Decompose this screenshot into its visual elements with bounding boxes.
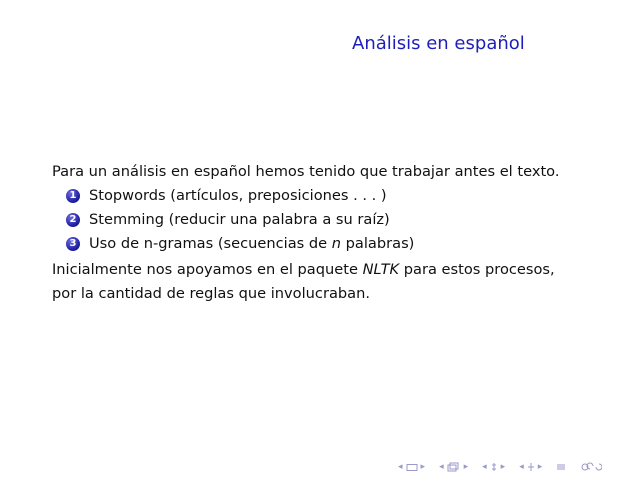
bullet-number: 2 <box>66 213 80 227</box>
list-item <box>66 232 622 256</box>
slide-title: Análisis en español <box>352 33 525 54</box>
arrow-left-icon[interactable]: ◂ <box>482 462 487 472</box>
enumerated-list <box>66 184 622 256</box>
list-item-text <box>89 232 414 256</box>
list-item-text-after: palabras) <box>341 235 415 252</box>
search-icon[interactable] <box>580 462 602 472</box>
list-item <box>66 184 622 208</box>
arrow-left-icon[interactable]: ◂ <box>519 462 524 472</box>
closing-line-2: por la cantidad de reglas que involucraban. <box>52 285 370 302</box>
arrow-left-icon[interactable]: ◂ <box>398 462 403 472</box>
closing-line-1 <box>52 258 622 282</box>
bullet-number: 1 <box>66 189 80 203</box>
intro-paragraph: Para un análisis en español hemos tenido que trabajar antes el texto. <box>52 163 560 180</box>
subsection-icon[interactable] <box>447 462 461 472</box>
arrow-right-icon[interactable]: ▸ <box>537 462 543 472</box>
list-item-text: Stopwords (artículos, preposiciones . . . ) <box>89 187 387 204</box>
bullet-number: 3 <box>66 237 80 251</box>
slide-body <box>52 160 622 306</box>
arrow-right-icon[interactable]: ▸ <box>500 462 506 472</box>
list-item-text: Stemming (reducir una palabra a su raíz) <box>89 211 390 228</box>
list-item <box>66 208 622 232</box>
section-icon[interactable] <box>490 462 498 472</box>
align-icon[interactable] <box>527 462 535 472</box>
frame-icon[interactable] <box>406 463 418 472</box>
arrow-right-icon[interactable]: ▸ <box>463 462 469 472</box>
closing-text-before: Inicialmente nos apoyamos en el paquete <box>52 261 363 278</box>
arrow-right-icon[interactable]: ▸ <box>420 462 426 472</box>
beamer-navigation <box>398 462 602 472</box>
arrow-left-icon[interactable]: ◂ <box>439 462 444 472</box>
equiv-icon[interactable] <box>556 463 566 471</box>
closing-text-after: para estos procesos, <box>399 261 555 278</box>
variable-n: n <box>331 235 342 252</box>
list-item-text-before: Uso de n-gramas (secuencias de <box>89 235 332 252</box>
package-name: NLTK <box>362 261 400 278</box>
closing-paragraph <box>52 258 622 306</box>
